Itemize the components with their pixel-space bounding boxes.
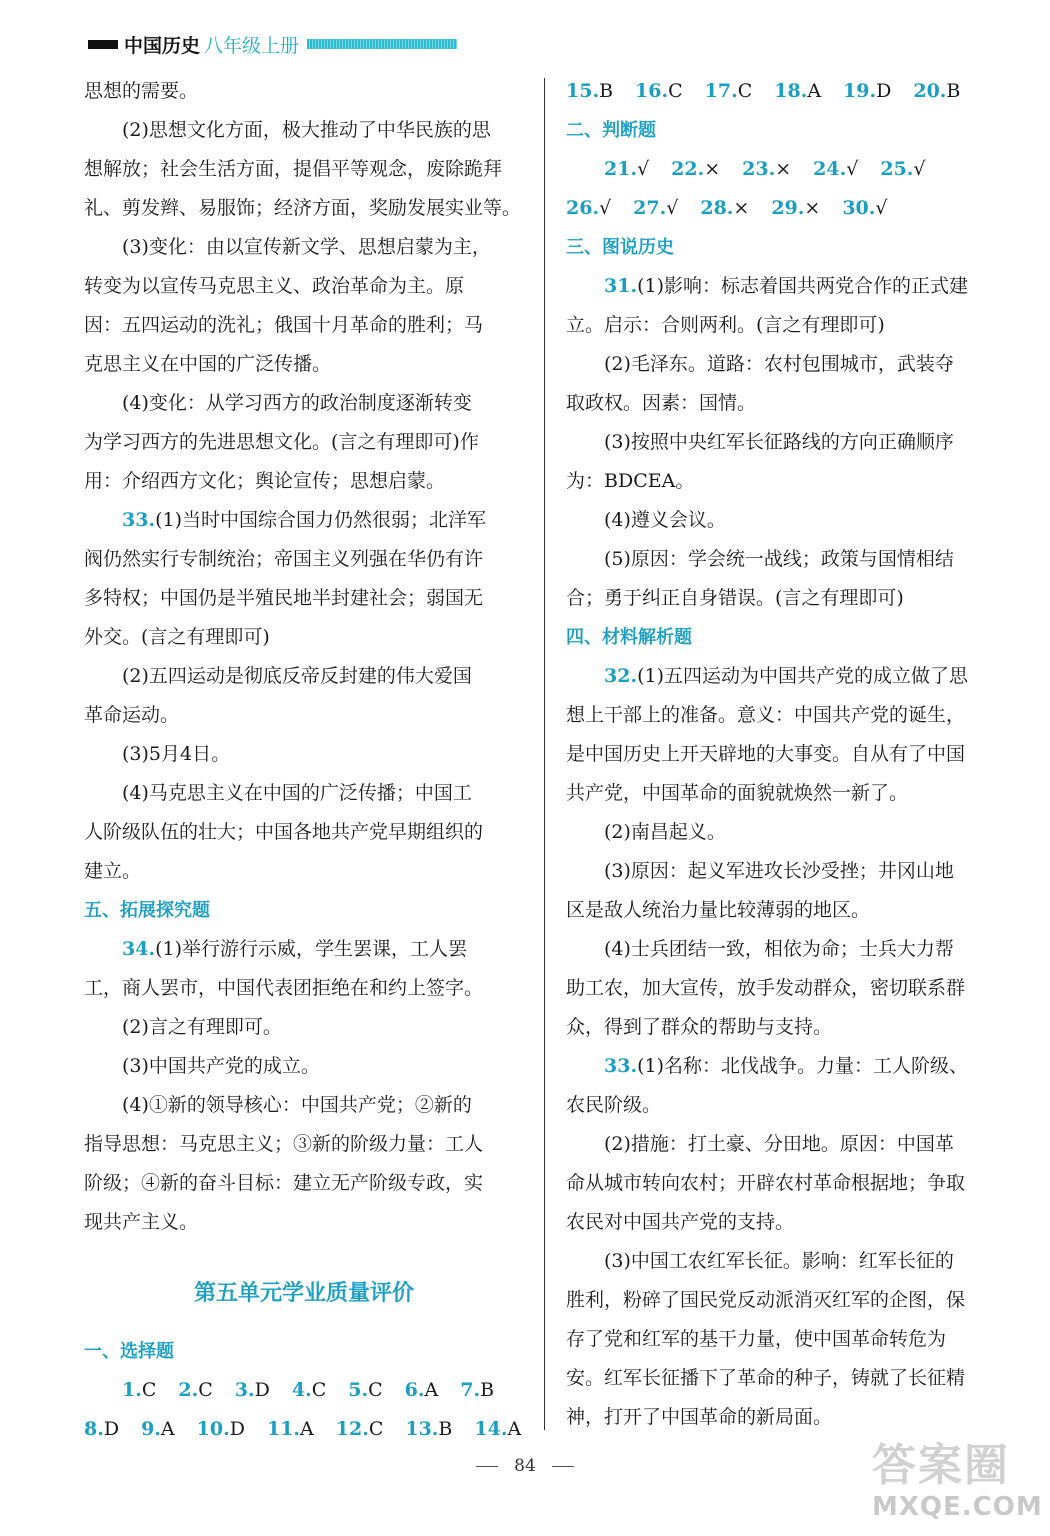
answer-item: 24.√ (813, 158, 859, 180)
watermark-logo (872, 1440, 1042, 1530)
text-line: 转变为以宣传马克思主义、政治革命为主。原 (84, 275, 465, 297)
answer-item: 18.A (774, 80, 822, 102)
text-line: (3)变化：由以宣传新文学、思想启蒙为主， (122, 236, 491, 258)
text-line: 区是敌人统治力量比较薄弱的地区。 (566, 899, 871, 921)
answer-item: 8.D (84, 1418, 120, 1440)
answer-item: 6.A (404, 1379, 439, 1401)
text-line: 用：介绍西方文化；舆论宣传；思想启蒙。 (84, 470, 446, 492)
text-span: (1)举行游行示威，学生罢课，工人罢 (155, 938, 467, 960)
section-heading: 三、图说历史 (566, 237, 674, 258)
text-line: (3)5月4日。 (122, 743, 231, 765)
answer-item: 20.B (913, 80, 961, 102)
text-line: 神，打开了中国革命的新局面。 (566, 1406, 833, 1428)
answer-row (566, 189, 1012, 228)
answer-item: 26.√ (566, 197, 612, 219)
text-line: 命从城市转向农村；开辟农村革命根据地；争取 (566, 1172, 966, 1194)
text-line: (2)措施：打土豪、分田地。原因：中国革 (604, 1133, 954, 1155)
answer-item: 19.D (843, 80, 892, 102)
text-line: (4)马克思主义在中国的广泛传播；中国工 (122, 782, 472, 804)
text-line: (3)中国工农红军长征。影响：红军长征的 (604, 1250, 954, 1272)
answer-item: 23.× (742, 158, 792, 180)
text-line: (2)南昌起义。 (604, 821, 726, 843)
text-span: (1)影响：标志着国共两党合作的正式建 (637, 275, 968, 297)
answer-item: 5.C (348, 1379, 383, 1401)
right-column (566, 72, 1012, 1437)
question-number: 33. (604, 1055, 638, 1077)
text-line: (3)按照中央红军长征路线的方向正确顺序 (604, 431, 954, 453)
text-line: 存了党和红军的基干力量，使中国革命转危为 (566, 1328, 947, 1350)
text-line: 人阶级队伍的壮大；中国各地共产党早期组织的 (84, 821, 484, 843)
text-line: 安。红军长征播下了革命的种子，铸就了长征精 (566, 1367, 966, 1389)
text-span: (1)名称：北伐战争。力量：工人阶级、 (637, 1055, 968, 1077)
answer-item: 3.D (234, 1379, 270, 1401)
text-line: 阀仍然实行专制统治；帝国主义列强在华仍有许 (84, 548, 484, 570)
section-heading: 四、材料解析题 (566, 627, 692, 648)
text-line: (2)毛泽东。道路：农村包围城市，武装夺 (604, 353, 954, 375)
question-number: 33. (122, 509, 156, 531)
text-line: 合；勇于纠正自身错误。(言之有理即可) (566, 587, 904, 609)
text-line: (4)遵义会议。 (604, 509, 726, 531)
text-line: 礼、剪发辫、易服饰；经济方面，奖励发展实业等。 (84, 197, 522, 219)
text-line: 农民对中国共产党的支持。 (566, 1211, 795, 1233)
text-line: 克思主义在中国的广泛传播。 (84, 353, 332, 375)
question-number: 34. (122, 938, 156, 960)
answer-item: 15.B (566, 80, 614, 102)
footer-dash (476, 1466, 498, 1467)
text-line: (2)言之有理即可。 (122, 1016, 282, 1038)
answer-item: 4.C (291, 1379, 327, 1401)
watermark-top: 答案圈 (872, 1440, 1010, 1491)
unit-title: 第五单元学业质量评价 (193, 1280, 414, 1306)
text-line: 指导思想：马克思主义；③新的阶级力量：工人 (84, 1133, 484, 1155)
text-line: 因：五四运动的洗礼；俄国十月革命的胜利；马 (84, 314, 484, 336)
text-line: 阶级；④新的奋斗目标：建立无产阶级专政，实 (84, 1172, 484, 1194)
text-line: 想上干部上的准备。意义：中国共产党的诞生， (566, 704, 966, 726)
left-column (84, 72, 524, 1449)
text-line: 农民阶级。 (566, 1094, 662, 1116)
answer-item: 10.D (196, 1418, 245, 1440)
text-line: 现共产主义。 (84, 1211, 199, 1233)
text-line: (4)①新的领导核心：中国共产党；②新的 (122, 1094, 472, 1116)
text-line: 多特权；中国仍是半殖民地半封建社会；弱国无 (84, 587, 484, 609)
question-34-line (84, 930, 524, 969)
header-title: 中国历史 (124, 34, 201, 57)
page-number: 84 (514, 1456, 536, 1476)
answer-item: 27.√ (633, 197, 679, 219)
answer-item: 28.× (700, 197, 750, 219)
question-number: 32. (604, 665, 638, 687)
answer-item: 21.√ (604, 158, 650, 180)
page-header (88, 30, 457, 58)
text-line: 思想的需要。 (84, 80, 199, 102)
text-line: 胜利，粉碎了国民党反动派消灭红军的企图，保 (566, 1289, 966, 1311)
text-line: 想解放；社会生活方面，提倡平等观念，废除跪拜 (84, 158, 503, 180)
answer-row (566, 150, 1012, 189)
answer-item: 1.C (122, 1379, 157, 1401)
answer-item: 12.C (335, 1418, 384, 1440)
answer-row (84, 1410, 524, 1449)
text-line: 共产党，中国革命的面貌就焕然一新了。 (566, 782, 909, 804)
text-line: 为：BDCEA。 (566, 470, 695, 492)
answer-item: 25.√ (880, 158, 926, 180)
text-line: 是中国历史上开天辟地的大事变。自从有了中国 (566, 743, 966, 765)
answer-item: 16.C (635, 80, 683, 102)
text-line: 助工农，加大宣传，放手发动群众，密切联系群 (566, 977, 966, 999)
watermark-bottom: MXQE.COM (872, 1492, 1043, 1522)
answer-item: 17.C (704, 80, 753, 102)
text-line: (3)原因：起义军进攻长沙受挫；井冈山地 (604, 860, 954, 882)
footer-dash (552, 1466, 574, 1467)
answer-item: 22.× (671, 158, 721, 180)
text-line: (5)原因：学会统一战线；政策与国情相结 (604, 548, 954, 570)
text-line: (2)思想文化方面，极大推动了中华民族的思 (122, 119, 491, 141)
text-line: 工，商人罢市，中国代表团拒绝在和约上签字。 (84, 977, 484, 999)
header-subtitle: 八年级上册 (204, 34, 300, 57)
column-divider (544, 78, 545, 1430)
answer-row (84, 1371, 524, 1410)
text-line: (4)变化：从学习西方的政治制度逐渐转变 (122, 392, 472, 414)
answer-item: 14.A (474, 1418, 522, 1440)
answer-item: 30.√ (842, 197, 888, 219)
text-line: 外交。(言之有理即可) (84, 626, 270, 648)
answer-item: 11.A (266, 1418, 314, 1440)
answer-item: 29.× (771, 197, 821, 219)
question-31-line (566, 267, 1012, 306)
text-line: (2)五四运动是彻底反帝反封建的伟大爱国 (122, 665, 472, 687)
answer-item: 7.B (460, 1379, 495, 1401)
text-line: 革命运动。 (84, 704, 180, 726)
text-line: 取政权。因素：国情。 (566, 392, 757, 414)
text-line: 立。启示：合则两利。(言之有理即可) (566, 314, 885, 336)
answer-item: 9.A (141, 1418, 175, 1440)
answer-row (566, 72, 1012, 111)
answer-item: 13.B (405, 1418, 453, 1440)
header-bar-left (88, 40, 118, 49)
text-line: 众，得到了群众的帮助与支持。 (566, 1016, 833, 1038)
section-heading: 一、选择题 (84, 1341, 174, 1362)
header-bar-right (307, 39, 457, 49)
text-line: (4)士兵团结一致，相依为命；士兵大力帮 (604, 938, 954, 960)
text-line: 为学习西方的先进思想文化。(言之有理即可)作 (84, 431, 479, 453)
question-33-line (84, 501, 524, 540)
question-32-line (566, 657, 1012, 696)
answer-item: 2.C (178, 1379, 213, 1401)
section-heading: 五、拓展探究题 (84, 900, 210, 921)
text-line: 建立。 (84, 860, 142, 882)
question-number: 31. (604, 275, 638, 297)
section-heading: 二、判断题 (566, 120, 656, 141)
text-span: (1)五四运动为中国共产党的成立做了思 (637, 665, 968, 687)
text-span: (1)当时中国综合国力仍然很弱；北洋军 (155, 509, 486, 531)
question-33-line (566, 1047, 1012, 1086)
text-line: (3)中国共产党的成立。 (122, 1055, 320, 1077)
